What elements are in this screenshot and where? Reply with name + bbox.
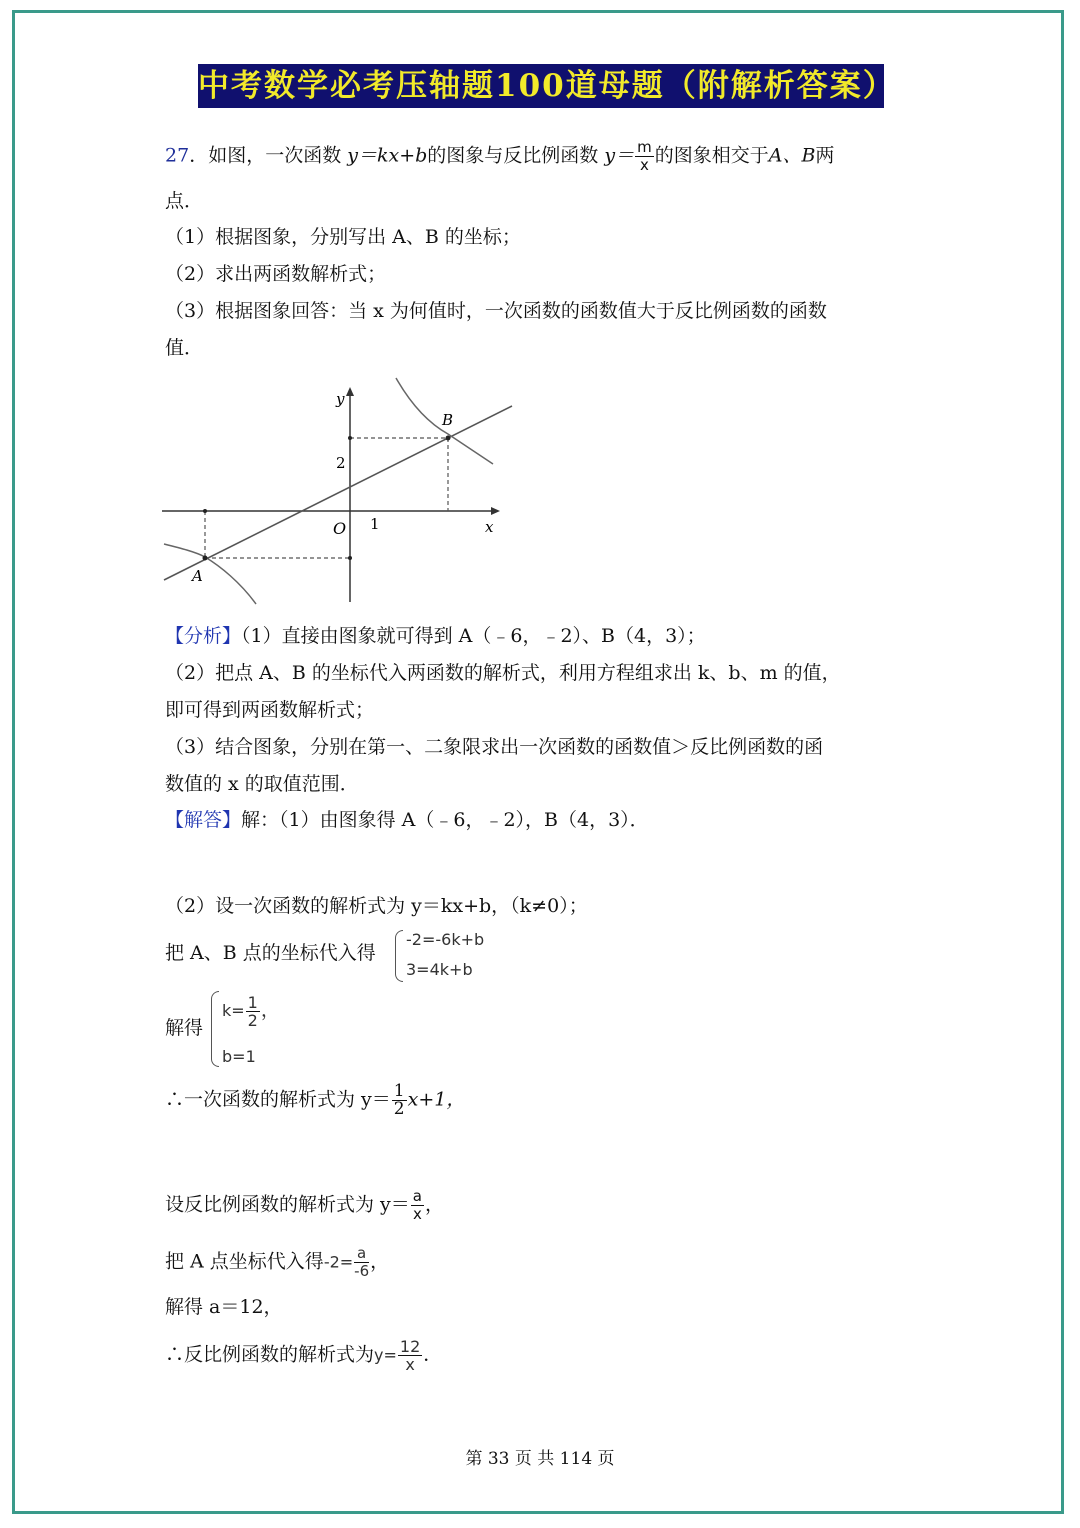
- substitute-text: 把 A、B 点的坐标代入得: [165, 942, 376, 964]
- question-line-1: [165, 139, 834, 174]
- y-axis-label: y: [336, 390, 345, 408]
- analysis-tag: 【分析】: [165, 625, 242, 647]
- k-solution: k= $\frac{1}{2}$ ，: [222, 993, 280, 1030]
- tick-x-label: 1: [370, 515, 380, 533]
- y-axis-arrow: [346, 387, 354, 396]
- analysis-line-1: [165, 623, 706, 649]
- function-graph: [160, 372, 520, 608]
- linear-function-line: [164, 406, 512, 580]
- point-b: [446, 436, 451, 441]
- equation-1: -2=-6k+b: [406, 930, 485, 949]
- answer-line-2: （2）设一次函数的解析式为 y＝kx+b，（k≠0）；: [165, 895, 588, 917]
- tick-x-neg6: [203, 509, 207, 513]
- solve-text: 解得: [165, 1017, 204, 1039]
- solution-brace: [211, 991, 219, 1067]
- inverse-setup: 设反比例函数的解析式为 y＝ $\frac{a}{x}$ ，: [165, 1187, 444, 1223]
- question-part-1: （1）根据图象，分别写出 A、B 的坐标；: [165, 226, 521, 248]
- page-number: 第 33 页 共 114 页: [465, 1449, 615, 1469]
- linear-expression: y＝kx+b: [347, 144, 428, 167]
- points-label: A、B: [768, 144, 816, 167]
- answer-tag: 【解答】: [165, 809, 242, 831]
- equation-2: 3=4k+b: [406, 960, 473, 979]
- x-axis-arrow: [491, 507, 500, 515]
- question-line-2: 点．: [165, 190, 204, 212]
- point-a: [203, 556, 208, 561]
- inverse-result: ∴反比例函数的解析式为y= $\frac{12}{x}$ ．: [165, 1337, 443, 1374]
- question-text: 的图象相交于: [654, 144, 769, 167]
- analysis-line-3: 即可得到两函数解析式；: [165, 699, 375, 721]
- tick-y-neg2: [348, 556, 352, 560]
- b-solution: b=1: [222, 1047, 256, 1066]
- inverse-lhs: y＝: [604, 144, 635, 167]
- tick-y-label: 2: [336, 454, 346, 472]
- question-part-2: （2）求出两函数解析式；: [165, 263, 387, 285]
- question-part-3: （3）根据图象回答：当 x 为何值时，一次函数的函数值大于反比例函数的函数: [165, 300, 827, 322]
- analysis-text: （1）直接由图象就可得到 A（﹣6，﹣2）、B（4，3）；: [241, 625, 706, 647]
- question-text: 两: [815, 144, 835, 167]
- substitute-a: 把 A 点坐标代入得-2= $\frac{a}{-6}$ ，: [165, 1244, 390, 1280]
- question-text: ．如图，一次函数: [189, 144, 342, 167]
- answer-line-1: [165, 807, 649, 833]
- point-a-label: A: [192, 567, 203, 585]
- inverse-fraction: $\frac{m}{x}$: [637, 138, 652, 174]
- question-number: 27: [165, 144, 190, 167]
- question-part-3-cont: 值．: [165, 337, 204, 359]
- analysis-line-4: （3）结合图象，分别在第一、二象限求出一次函数的函数值＞反比例函数的函: [165, 736, 824, 758]
- linear-result: ∴一次函数的解析式为 y＝ $\frac{1}{2}$ x+1，: [165, 1081, 466, 1119]
- page-title: 中考数学必考压轴题100道母题（附解析答案）: [198, 64, 884, 108]
- analysis-line-2: （2）把点 A、B 的坐标代入两函数的解析式，利用方程组求出 k、b、m 的值，: [165, 662, 841, 684]
- analysis-line-5: 数值的 x 的取值范围．: [165, 773, 359, 795]
- question-text: 的图象与反比例函数: [427, 144, 599, 167]
- hyperbola-branch-3: [164, 544, 256, 604]
- point-b-label: B: [442, 411, 454, 429]
- x-axis-label: x: [485, 518, 494, 536]
- tick-y-3: [348, 436, 352, 440]
- answer-text: 解：（1）由图象得 A（﹣6，﹣2），B（4，3）．: [241, 809, 649, 831]
- system-brace: [395, 930, 403, 982]
- origin-label: O: [333, 519, 347, 538]
- a-value: 解得 a＝12，: [165, 1296, 283, 1318]
